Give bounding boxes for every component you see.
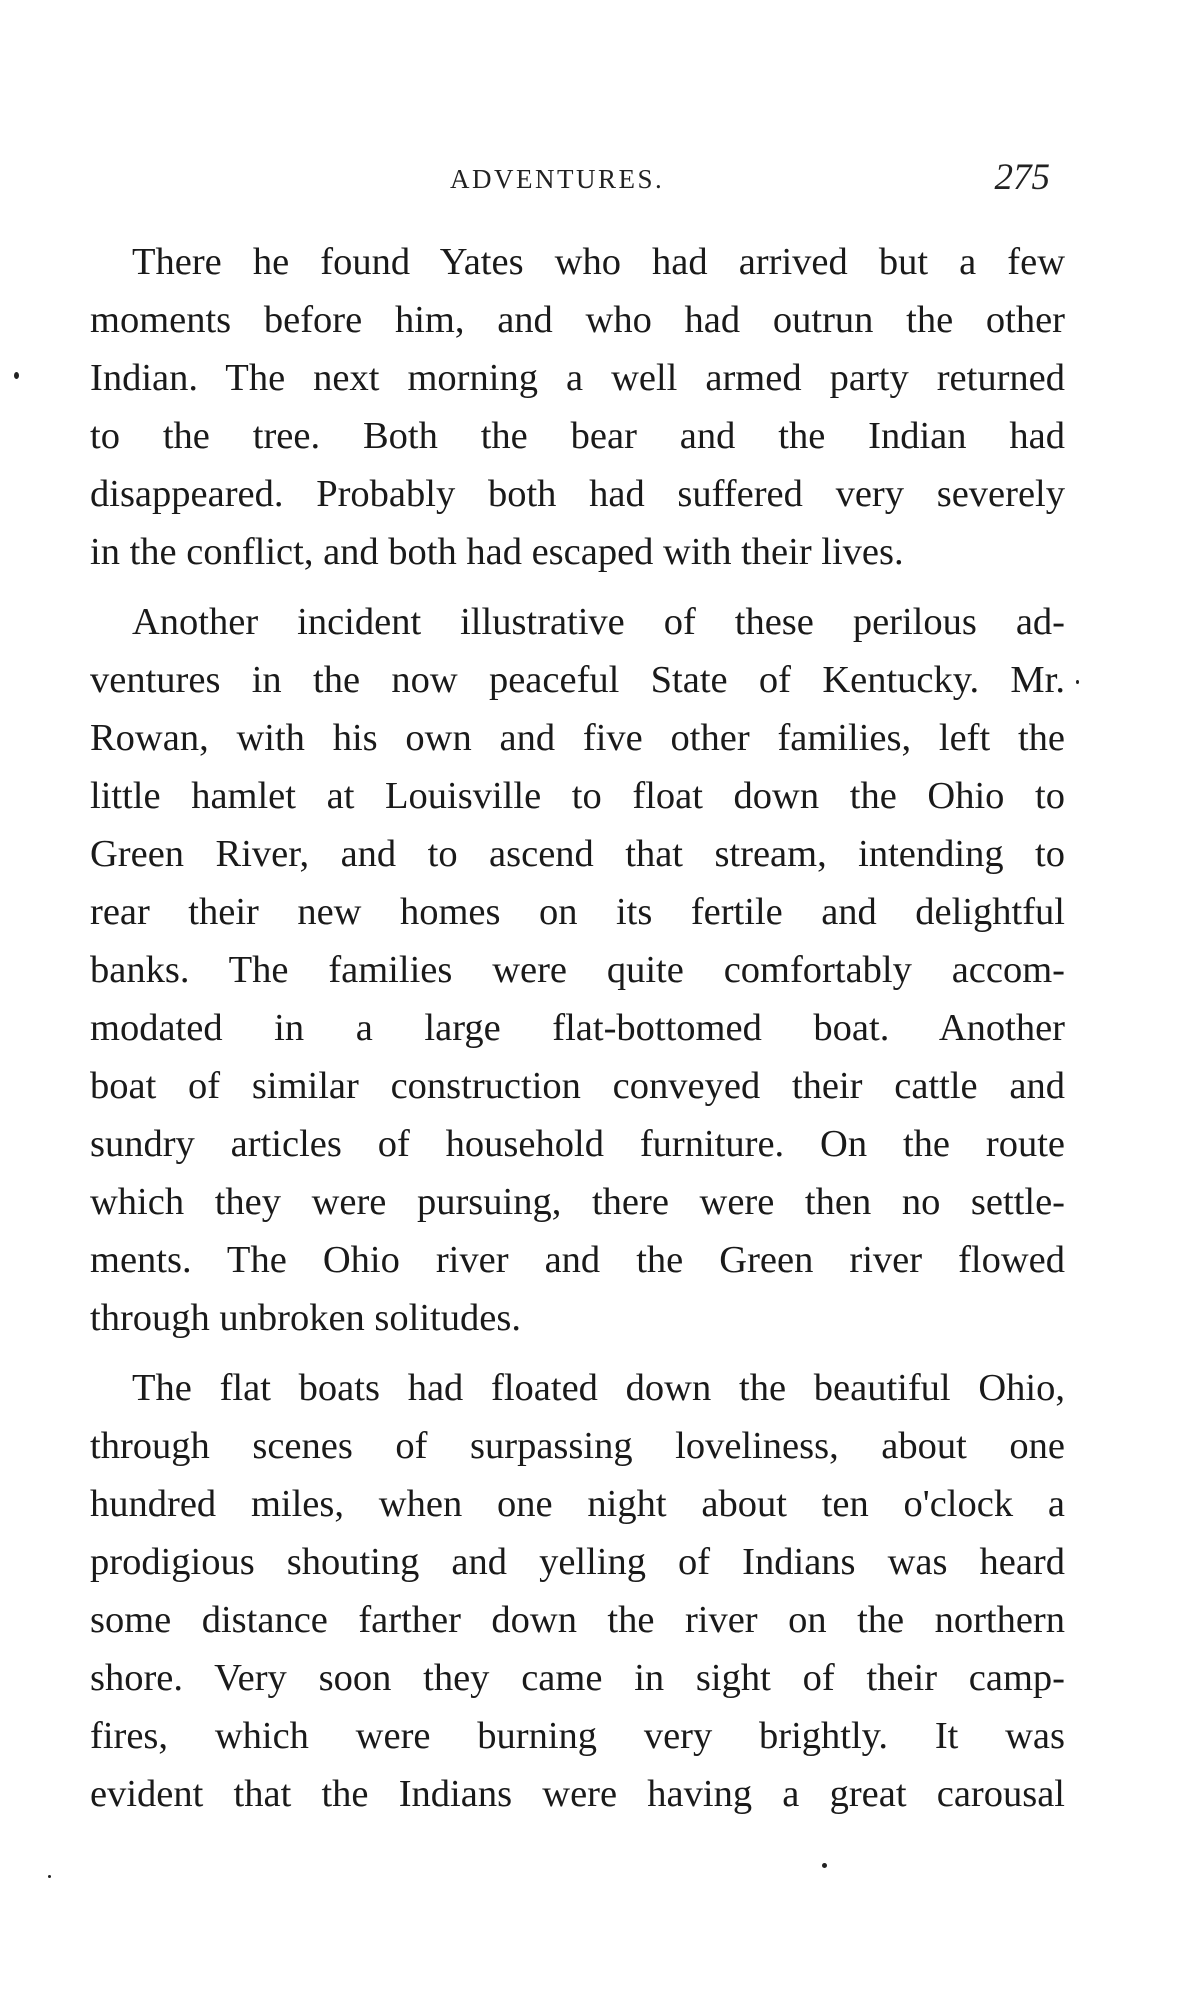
text-line: ventures in the now peaceful State of Kentucky. Mr. [90,659,1065,701]
scan-speck [822,1863,827,1868]
text-line: The flat boats had floated down the beautiful Ohio, [132,1367,1065,1409]
text-line: sundry articles of household furniture. On the route [90,1123,1065,1165]
text-line: shore. Very soon they came in sight of their camp- [90,1657,1065,1699]
text-line: modated in a large flat-bottomed boat. Another [90,1007,1065,1049]
text-line: banks. The families were quite comfortably accom- [90,949,1065,991]
scan-speck [1076,680,1079,684]
text-line: rear their new homes on its fertile and delightful [90,891,1065,933]
text-line: to the tree. Both the bear and the Indian had [90,415,1065,457]
text-line: ments. The Ohio river and the Green river flowed [90,1239,1065,1281]
text-line: little hamlet at Louisville to float down the Ohio to [90,775,1065,817]
text-line: some distance farther down the river on the northern [90,1599,1065,1641]
running-title: ADVENTURES. [450,164,665,194]
paragraph-2 [90,593,1065,1347]
text-line: Indian. The next morning a well armed party returned [90,357,1065,399]
text-line: evident that the Indians were having a great carousal [90,1773,1065,1815]
text-line: prodigious shouting and yelling of Indians was heard [90,1541,1065,1583]
text-line: hundred miles, when one night about ten o'clock a [90,1483,1065,1525]
text-line: Another incident illustrative of these perilous ad- [132,601,1065,643]
text-line: Green River, and to ascend that stream, intending to [90,833,1065,875]
scan-speck [14,372,19,379]
text-line: through unbroken solitudes. [90,1297,521,1339]
running-head [90,156,1065,206]
text-line: Rowan, with his own and five other families, left the [90,717,1065,759]
text-line: in the conflict, and both had escaped with their lives. [90,531,904,573]
text-line: boat of similar construction conveyed their cattle and [90,1065,1065,1107]
text-line: through scenes of surpassing loveliness, about one [90,1425,1065,1467]
text-line: disappeared. Probably both had suffered very severely [90,473,1065,515]
page-number: 275 [994,157,1050,198]
paragraph-1 [90,233,1065,581]
text-line: fires, which were burning very brightly. It was [90,1715,1065,1757]
body-text [90,233,1065,1835]
text-line: There he found Yates who had arrived but a few [132,241,1065,283]
scan-speck [48,1875,51,1878]
text-line: which they were pursuing, there were then no settle- [90,1181,1065,1223]
paragraph-3 [90,1359,1065,1823]
text-line: moments before him, and who had outrun the other [90,299,1065,341]
